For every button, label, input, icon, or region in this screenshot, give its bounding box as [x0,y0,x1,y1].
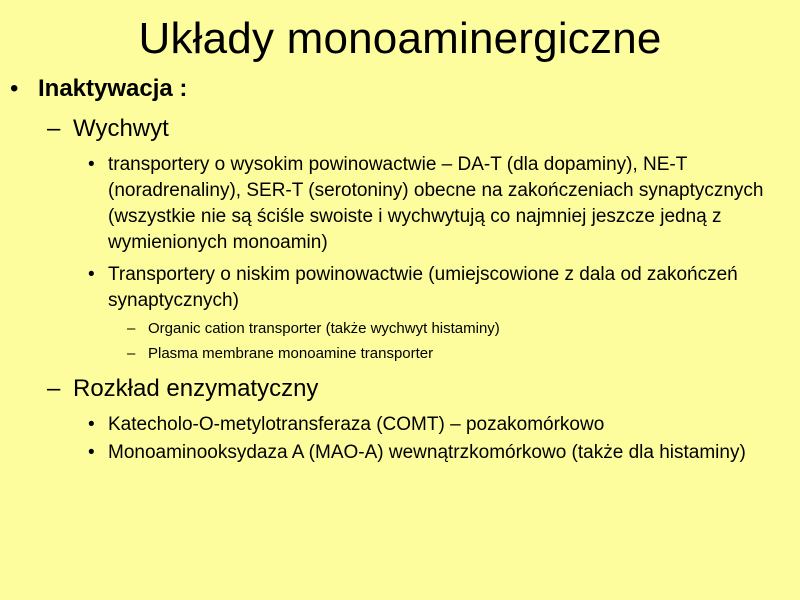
bullet-wychwyt [0,112,800,146]
bullet-rozklad-text: Rozkład enzymatyczny [73,375,319,402]
bullet-dash-icon: – [47,375,61,402]
bullet-dot-icon: • [88,414,95,435]
bullet-transporters-high-affinity [0,152,800,256]
bullet-dot-icon: • [88,442,95,463]
slide-title: Układy monoaminergiczne [138,14,662,63]
bullet-organic-cation-transporter [0,316,800,341]
bullet-comt-text: Katecholo-O-metylotransferaza (COMT) – pozakomórkowo [108,414,605,435]
bullet-comt [0,412,800,438]
bullet-dash-icon: – [127,345,136,362]
bullet-plasma-membrane-transporter-text: Plasma membrane monoamine transporter [148,345,434,362]
bullet-inaktywacja [0,72,800,106]
bullet-wychwyt-text: Wychwyt [73,115,169,142]
bullet-transporters-high-affinity-text: transportery o wysokim powinowactwie – DA-T (dla dopaminy), NE-T (noradrenaliny), SER-T (serotoniny) obecne na zakończeniach synaptycznych (wszystkie nie są ściśle swoiste i wychwytują co najmniej jeszcze jedną z wymienionych monoamin) [108,154,764,253]
bullet-dot-icon: • [88,154,95,175]
bullet-transporters-low-affinity-text: Transportery o niskim powinowactwie (umiejscowione z dala od zakończeń synaptycznych) [108,264,738,311]
bullet-mao-a [0,440,800,466]
bullet-organic-cation-transporter-text: Organic cation transporter (także wychwyt histaminy) [148,320,500,337]
slide-content [0,72,800,466]
bullet-plasma-membrane-transporter [0,341,800,366]
bullet-dash-icon: – [47,115,61,142]
bullet-dot-icon: • [10,75,19,102]
bullet-dash-icon: – [127,320,136,337]
bullet-dot-icon: • [88,264,95,285]
bullet-rozklad [0,372,800,406]
bullet-inaktywacja-text: Inaktywacja : [38,75,188,102]
bullet-transporters-low-affinity [0,262,800,314]
bullet-mao-a-text: Monoaminooksydaza A (MAO-A) wewnątrzkomórkowo (także dla histaminy) [108,442,746,463]
